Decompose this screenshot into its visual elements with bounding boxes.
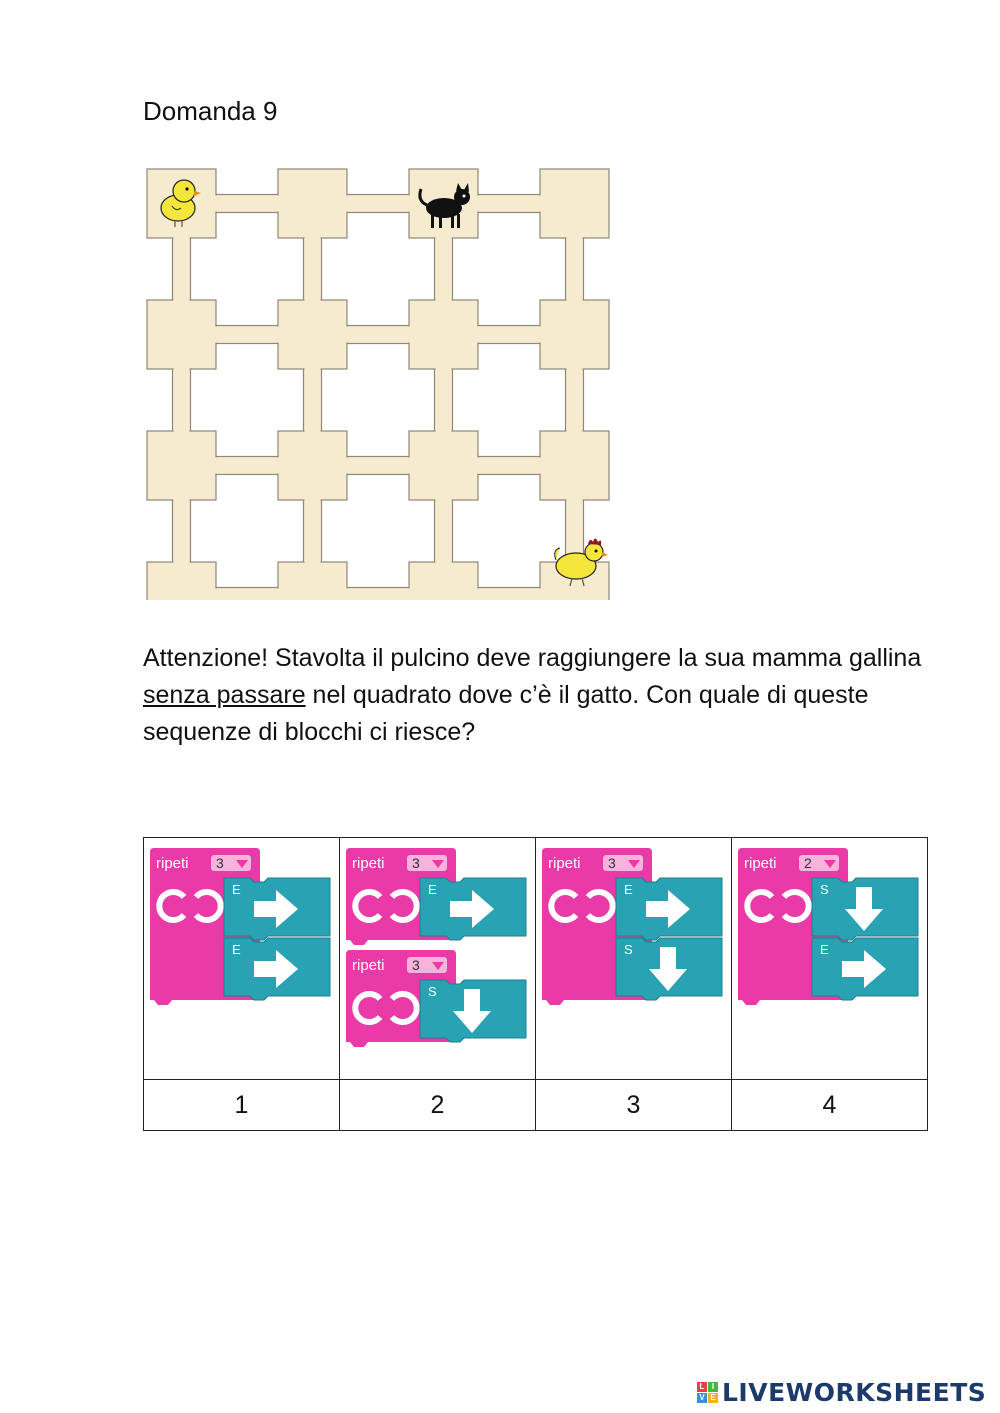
option-cell-2[interactable] xyxy=(340,838,536,1080)
brand-text: LIVEWORKSHEETS xyxy=(722,1378,987,1407)
direction-letter: E xyxy=(232,882,241,897)
repeat-count: 3 xyxy=(216,855,224,871)
maze-paths xyxy=(173,195,584,601)
underlined-phrase: senza passare xyxy=(143,681,306,709)
repeat-label: ripeti xyxy=(548,855,581,872)
maze-cell xyxy=(540,300,609,369)
option-number-3[interactable]: 3 xyxy=(536,1080,732,1131)
option-cell-1[interactable] xyxy=(144,838,340,1080)
option-number-4[interactable]: 4 xyxy=(732,1080,928,1131)
repeat-count: 2 xyxy=(804,855,812,871)
move-block xyxy=(224,938,330,1000)
maze-cell xyxy=(278,562,347,600)
repeat-label: ripeti xyxy=(156,855,189,872)
maze-cell xyxy=(409,562,478,600)
direction-letter: E xyxy=(428,882,437,897)
maze-grid xyxy=(145,167,625,600)
maze-cell xyxy=(278,431,347,500)
option-number-2[interactable]: 2 xyxy=(340,1080,536,1131)
move-block xyxy=(812,938,918,1000)
repeat-label: ripeti xyxy=(744,855,777,872)
brand-grid-icon: L I V E xyxy=(697,1382,718,1403)
direction-letter: E xyxy=(820,942,829,957)
maze-cell xyxy=(147,562,216,600)
repeat-count: 3 xyxy=(608,855,616,871)
move-block xyxy=(420,878,526,940)
option-number-1[interactable]: 1 xyxy=(144,1080,340,1131)
move-block xyxy=(224,878,330,940)
move-block xyxy=(812,878,918,940)
repeat-label: ripeti xyxy=(352,855,385,872)
repeat-count: 3 xyxy=(412,957,420,973)
move-block xyxy=(616,938,722,1000)
options-table xyxy=(143,837,928,1131)
question-heading: Domanda 9 xyxy=(143,96,278,126)
code-blocks-1 xyxy=(150,842,334,1076)
maze-cell xyxy=(409,300,478,369)
maze-cell xyxy=(147,300,216,369)
direction-letter: S xyxy=(820,882,829,897)
code-blocks-4 xyxy=(738,842,922,1076)
maze-cell xyxy=(540,169,609,238)
maze-cell xyxy=(147,431,216,500)
direction-letter: S xyxy=(624,942,633,957)
maze-cell xyxy=(409,431,478,500)
maze-cell xyxy=(540,431,609,500)
maze-cell xyxy=(278,300,347,369)
option-cell-4[interactable] xyxy=(732,838,928,1080)
question-text: Attenzione! Stavolta il pulcino deve raggiungere la sua mamma gallina senza passare nel quadrato dove c’è il gatto. Con quale di queste sequenze di blocchi ci riesce? xyxy=(143,644,922,746)
repeat-label: ripeti xyxy=(352,957,385,974)
move-block xyxy=(420,980,526,1042)
move-block xyxy=(616,878,722,940)
repeat-count: 3 xyxy=(412,855,420,871)
option-cell-3[interactable] xyxy=(536,838,732,1080)
maze-cell xyxy=(278,169,347,238)
direction-letter: S xyxy=(428,984,437,999)
code-blocks-2 xyxy=(346,842,530,1076)
maze-cells xyxy=(147,169,609,600)
brand-logo xyxy=(697,1378,986,1407)
code-blocks-3 xyxy=(542,842,726,1076)
direction-letter: E xyxy=(624,882,633,897)
direction-letter: E xyxy=(232,942,241,957)
